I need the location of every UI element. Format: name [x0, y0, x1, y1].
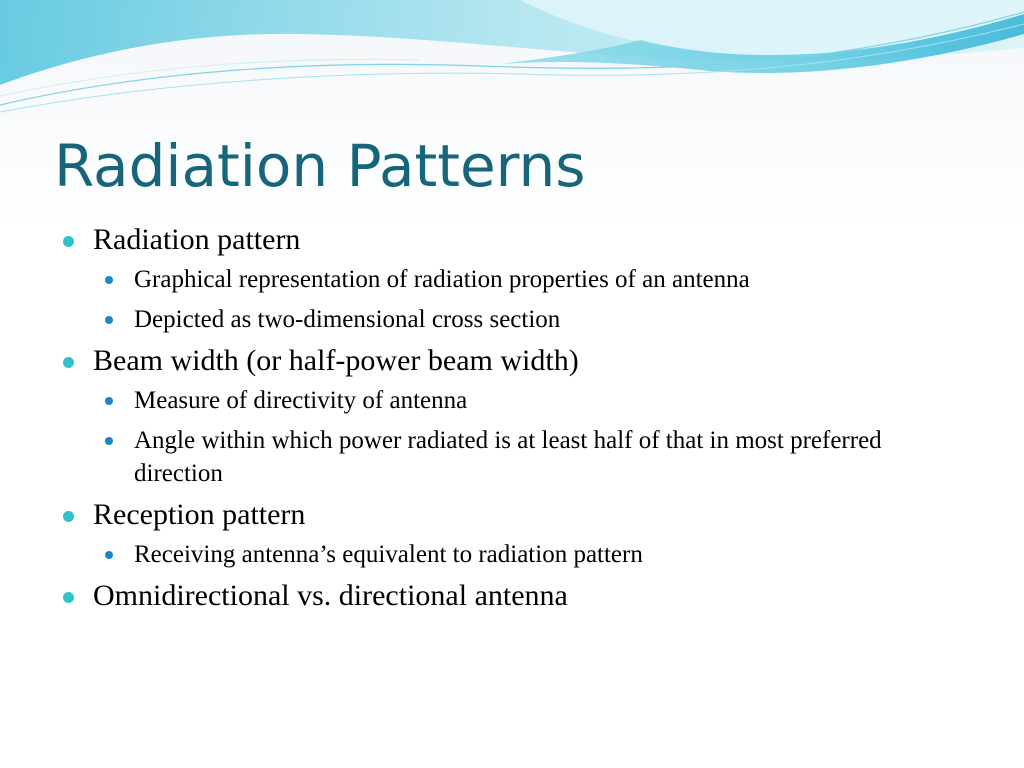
sub-bullet-dot-icon — [105, 437, 113, 445]
sub-bullet-text: Depicted as two-dimensional cross section — [134, 306, 561, 333]
sub-bullet-dot-icon — [105, 316, 113, 324]
sub-bullet-text: Receiving antenna’s equivalent to radiation pattern — [134, 541, 643, 568]
bullet-text: Omnidirectional vs. directional antenna — [93, 579, 568, 612]
sub-bullet-dot-icon — [105, 551, 113, 559]
bullet-item — [60, 497, 960, 571]
bullet-text: Beam width (or half-power beam width) — [93, 344, 579, 377]
bullet-item — [60, 343, 960, 490]
bullet-dot-icon — [63, 236, 74, 247]
sub-bullet-text: Measure of directivity of antenna — [134, 387, 468, 414]
bullet-text: Radiation pattern — [93, 223, 301, 256]
slide-title: Radiation Patterns — [54, 132, 586, 200]
sub-bullet-item — [101, 424, 960, 490]
sub-bullet-item — [101, 538, 960, 571]
sub-bullet-item — [101, 263, 960, 296]
sub-bullet-list — [101, 263, 960, 336]
bullet-dot-icon — [63, 511, 74, 522]
sub-bullet-list — [101, 384, 960, 490]
bullet-text: Reception pattern — [93, 498, 306, 531]
header-wave-decoration — [0, 0, 1024, 130]
sub-bullet-text: Graphical representation of radiation properties of an antenna — [134, 266, 750, 293]
bullet-dot-icon — [63, 592, 74, 603]
sub-bullet-item — [101, 384, 960, 417]
sub-bullet-text: Angle within which power radiated is at least half of that in most preferred direction — [134, 427, 882, 487]
bullet-dot-icon — [63, 357, 74, 368]
bullet-list — [60, 222, 960, 620]
bullet-item — [60, 578, 960, 614]
bullet-item — [60, 222, 960, 336]
sub-bullet-list — [101, 538, 960, 571]
sub-bullet-item — [101, 303, 960, 336]
sub-bullet-dot-icon — [105, 276, 113, 284]
sub-bullet-dot-icon — [105, 397, 113, 405]
